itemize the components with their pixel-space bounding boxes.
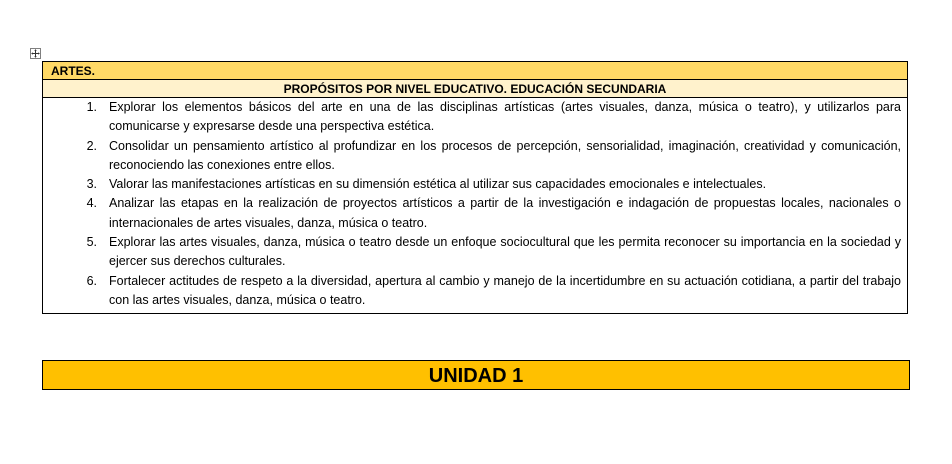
list-item (43, 98, 901, 137)
list-item-number: 3. (86, 177, 97, 192)
list-item (43, 194, 901, 233)
list-item-number: 4. (86, 196, 97, 211)
table-move-handle-icon[interactable] (30, 48, 41, 59)
table-header-artes: ARTES. (43, 62, 907, 80)
list-item-text: Analizar las etapas en la realización de proyectos artísticos a partir de la investigación e indagación de propuestas locales, nacionales o internacionales de artes visuales, danza, música o teatro. (109, 196, 901, 230)
list-item-text: Valorar las manifestaciones artísticas en su dimensión estética al utilizar sus capacidades emocionales e intelectuales. (109, 177, 767, 192)
list-item-text: Explorar las artes visuales, danza, música o teatro desde un enfoque sociocultural que les permita reconocer su importancia en la sociedad y ejercer sus derechos culturales. (109, 235, 901, 269)
list-item-text: Explorar los elementos básicos del arte en una de las disciplinas artísticas (artes visuales, danza, música o teatro), y utilizarlos para comunicarse y expresarse desde una perspectiva estética. (109, 100, 901, 134)
list-item (43, 233, 901, 272)
list-item (43, 137, 901, 176)
list-item (43, 175, 901, 194)
list-item-number: 2. (86, 138, 97, 153)
purposes-table (42, 61, 908, 314)
list-item-number: 5. (86, 235, 97, 250)
list-item-text: Fortalecer actitudes de respeto a la diversidad, apertura al cambio y manejo de la incertidumbre en su actuación cotidiana, a partir del trabajo con las artes visuales, danza, música o teatro. (109, 273, 901, 307)
purposes-list (43, 98, 907, 313)
list-item-number: 6. (86, 273, 97, 288)
list-item (43, 272, 901, 311)
unit-title-bar: UNIDAD 1 (42, 360, 910, 390)
list-item-text: Consolidar un pensamiento artístico al profundizar en los procesos de percepción, sensorialidad, imaginación, creatividad y comunicación, reconociendo las conexiones entre ellos. (109, 138, 901, 172)
table-subheader: PROPÓSITOS POR NIVEL EDUCATIVO. EDUCACIÓN SECUNDARIA (43, 80, 907, 98)
list-item-number: 1. (86, 100, 97, 114)
